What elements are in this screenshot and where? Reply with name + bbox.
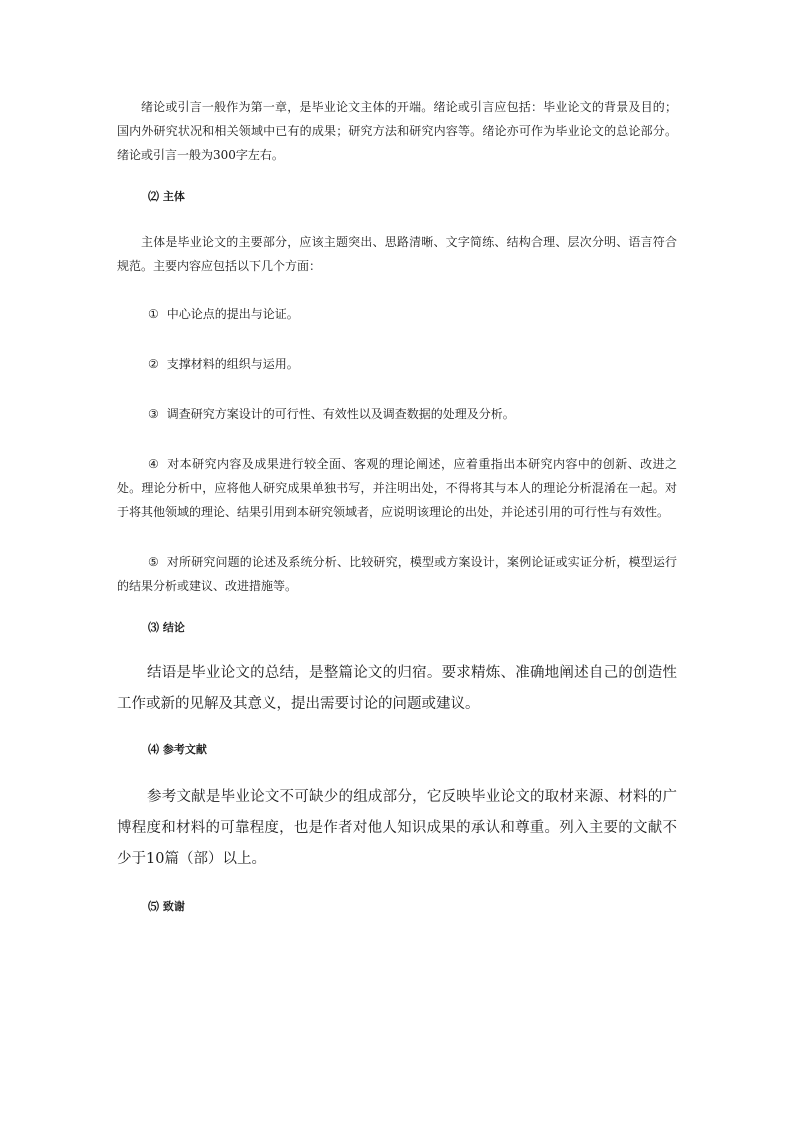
list-item bbox=[117, 402, 677, 426]
list-item-text: 支撑材料的组织与运用。 bbox=[166, 357, 299, 371]
list-item-text: 中心论点的提出与论证。 bbox=[166, 307, 299, 321]
section-heading-conclusion: ⑶ 结论 bbox=[148, 621, 185, 634]
list-marker: ② bbox=[148, 357, 159, 371]
list-marker: ⑤ bbox=[148, 555, 159, 569]
intro-paragraph: 绪论或引言一般作为第一章，是毕业论文主体的开端。绪论或引言应包括：毕业论文的背景及目的；国内外研究状况和相关领域中已有的成果；研究方法和研究内容等。绪论亦可作为毕业论文的总论部分。绪论或引言一般为300字左右。 bbox=[117, 100, 677, 162]
list-item bbox=[117, 452, 677, 524]
section-heading-references: ⑷ 参考文献 bbox=[148, 743, 207, 756]
main-body-paragraph: 主体是毕业论文的主要部分，应该主题突出、思路清晰、文字简练、结构合理、层次分明、语言符合规范。主要内容应包括以下几个方面： bbox=[117, 235, 677, 273]
section-heading-acknowledgements: ⑸ 致谢 bbox=[148, 900, 185, 913]
list-item bbox=[117, 302, 677, 326]
list-item-text: 调查研究方案设计的可行性、有效性以及调查数据的处理及分析。 bbox=[166, 407, 515, 421]
document-page bbox=[117, 95, 677, 917]
list-item-text: 对所研究问题的论述及系统分析、比较研究，模型或方案设计，案例论证或实证分析，模型运行的结果分析或建议、改进措施等。 bbox=[117, 555, 677, 593]
section-heading-main-body: ⑵ 主体 bbox=[148, 190, 185, 203]
list-item-text: 对本研究内容及成果进行较全面、客观的理论阐述，应着重指出本研究内容中的创新、改进之处。理论分析中，应将他人研究成果单独书写，并注明出处，不得将其与本人的理论分析混淆在一起。对于将其他领域的理论、结果引用到本研究领域者，应说明该理论的出处，并论述引用的可行性与有效性。 bbox=[117, 457, 677, 519]
conclusion-paragraph: 结语是毕业论文的总结，是整篇论文的归宿。要求精炼、准确地阐述自己的创造性工作或新的见解及其意义，提出需要讨论的问题或建议。 bbox=[117, 665, 677, 712]
list-marker: ① bbox=[148, 307, 159, 321]
list-item bbox=[117, 352, 677, 376]
list-item bbox=[117, 550, 677, 598]
references-paragraph: 参考文献是毕业论文不可缺少的组成部分，它反映毕业论文的取材来源、材料的广博程度和材料的可靠程度，也是作者对他人知识成果的承认和尊重。列入主要的文献不少于10篇（部）以上。 bbox=[117, 789, 677, 867]
list-marker: ④ bbox=[148, 457, 160, 471]
list-marker: ③ bbox=[148, 407, 159, 421]
